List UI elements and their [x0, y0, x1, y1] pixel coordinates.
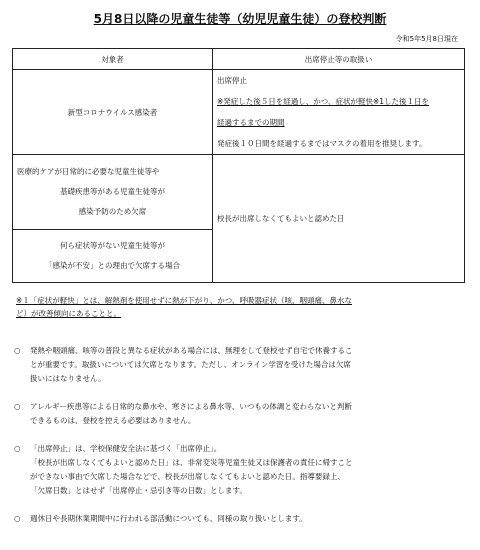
list-item — [14, 512, 466, 526]
list-item-line: 発熱や咽頭痛、咳等の普段と異なる症状がある場合には、無理をして登校せず自宅で休養するこ — [30, 346, 353, 355]
list-item-line: ができない事由で欠席した場合などで、校長が出席しなくてもよいと認めた日。指導要録上、 — [30, 472, 345, 481]
footnote-line: ど）が改善傾向にあることと。 — [16, 309, 121, 318]
medical-care-label — [13, 155, 213, 230]
list-item-line: 「欠席日数」とはせず「出席停止・忌引き等の日数」とします。 — [30, 486, 247, 495]
anxiety-line: 「感染が不安」との理由で欠席する場合 — [45, 261, 180, 270]
attendance-table — [12, 48, 465, 283]
list-item-line: 週休日や長期休業期間中に行われる部活動についても、同様の取り扱いとします。 — [30, 514, 307, 523]
list-item-line: とが重要です。取扱いについては欠席となります。ただし、オンライン学習を受けた場合は欠席 — [30, 360, 351, 369]
medical-care-line: 感染予防のため欠席 — [78, 207, 147, 216]
header-target: 対象者 — [13, 49, 213, 70]
medical-care-line: 医療的ケアが日常的に必要な児童生徒等や — [17, 167, 160, 176]
footnote-line: ※１「症状が軽快」とは、解熱剤を使用せずに熱が下がり、かつ、呼吸器症状（咳、咽頭痛、鼻水な — [16, 296, 352, 305]
covid-handling-line: 経過するまでの期間 — [217, 118, 285, 127]
page-title: 5月8日以降の児童生徒等（幼児児童生徒）の登校判断 — [93, 12, 387, 26]
medical-care-line: 基礎疾患等がある児童生徒等が — [60, 187, 165, 196]
header-handling: 出席停止等の取扱い — [213, 49, 465, 70]
as-of-date: 令和5年5月8日現在 — [395, 35, 458, 43]
list-item — [14, 400, 466, 428]
list-item-line: 扱いにはなりません。 — [30, 374, 106, 383]
anxiety-line: 何ら症状等がない児童生徒等が — [60, 241, 165, 250]
list-item-line: アレルギー疾患等による日常的な鼻水や、寒さによる鼻水等、いつもの体調と変わらないと判断 — [30, 402, 352, 411]
circle-bullet-icon: ○ — [14, 514, 21, 523]
list-item-line: できるものは、登校を控える必要はありません。 — [30, 416, 196, 425]
covid-handling-line: ※発症した後５日を経過し、かつ、症状が軽快※1した後１日を — [217, 97, 430, 106]
principal-approved-day: 校長が出席しなくてもよいと認めた日 — [213, 155, 465, 283]
table-row-covid — [13, 70, 465, 155]
covid-label: 新型コロナウイルス感染者 — [13, 70, 213, 155]
covid-handling-line: 発症後１０日間を経過するまではマスクの着用を推奨します。 — [217, 139, 427, 148]
table-header-row — [13, 49, 465, 70]
covid-handling-line: 出席停止 — [217, 76, 247, 85]
circle-bullet-icon: ○ — [14, 346, 21, 355]
circle-bullet-icon: ○ — [14, 402, 21, 411]
table-row-medical — [13, 155, 465, 230]
notes-list — [14, 344, 466, 540]
list-item-line: 「出席停止」は、学校保健安全法に基づく「出席停止」。 — [30, 444, 222, 453]
list-item-line: 「校長が出席しなくてもよいと認めた日」は、非常変災等児童生徒又は保護者の責任に帰すこと — [30, 458, 353, 467]
circle-bullet-icon: ○ — [14, 444, 21, 453]
anxiety-label — [13, 230, 213, 283]
symptom-footnote — [16, 294, 446, 320]
covid-handling — [213, 70, 465, 155]
list-item — [14, 442, 466, 498]
list-item — [14, 344, 466, 386]
